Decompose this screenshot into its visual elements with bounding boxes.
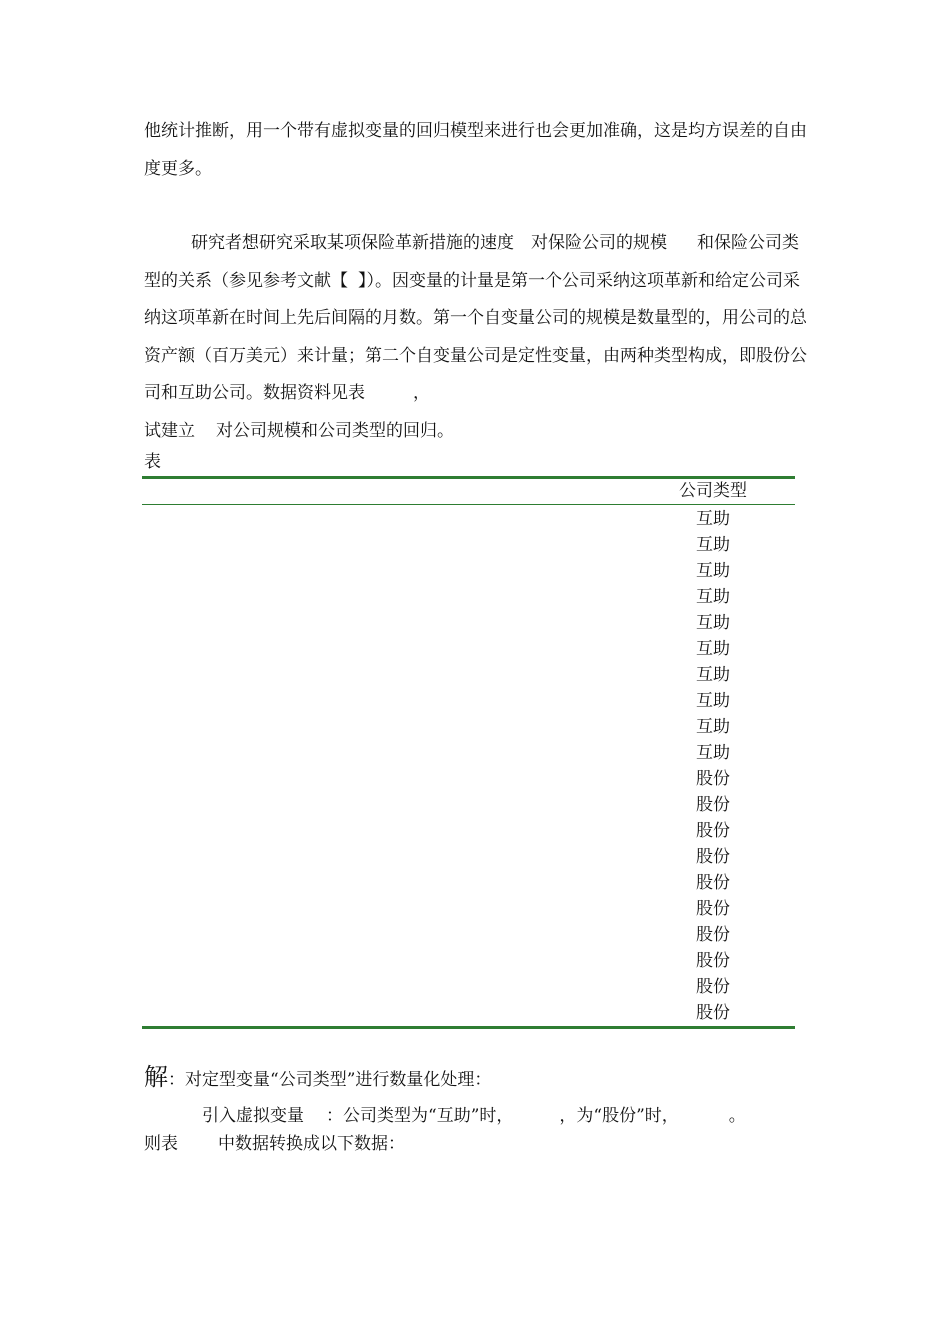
table-caption: 表 [144,452,161,472]
problem-text-7: 对公司规模和公司类型的回归。 [216,420,454,441]
problem-text-1: 研究者想研究采取某项保险革新措施的速度 [191,233,514,253]
table-bottom-rule [142,1026,795,1029]
table-cell-company-type: 股份 [696,847,730,867]
solution-heading [144,1062,491,1095]
table-cell-company-type: 互助 [696,665,730,685]
intro-text-1: 引入虚拟变量 [202,1106,304,1126]
problem-text-2: 对保险公司的规模 [531,233,667,253]
table-cell-company-type: 互助 [696,613,730,633]
table-cell-company-type: 股份 [696,977,730,997]
table-body [660,506,766,1026]
intro-text-6: 中数据转换成以下数据： [218,1134,405,1154]
problem-text-6: 试建立 [144,420,195,441]
table-cell-company-type: 股份 [696,899,730,919]
problem-text-4: 】）。因变量的计量是第一个公司采纳这项革新和给定公司采纳这项革新在时间上先后间隔的月数。第一个自变量公司的规模是数量型的，用公司的总资产额（百万美元）来计量；第二个自变量公司是定性变量，由两种类型构成，即股份公司和互助公司。数据资料见表 [144,270,807,403]
problem-paragraph [144,225,810,450]
table-cell-company-type: 互助 [696,587,730,607]
table-cell-company-type: 股份 [696,821,730,841]
table-cell-company-type: 股份 [696,769,730,789]
table-cell-company-type: 股份 [696,1003,730,1023]
table-cell-company-type: 互助 [696,743,730,763]
solution-text: ：对定型变量“公司类型”进行数量化处理： [168,1070,492,1090]
table-cell-company-type: 股份 [696,873,730,893]
table-cell-company-type: 股份 [696,951,730,971]
table-cell-company-type: 互助 [696,717,730,737]
paragraph-continuation: 他统计推断，用一个带有虚拟变量的回归模型来进行也会更加准确，这是均方误差的自由度更多。 [144,121,807,179]
table-cell-company-type: 互助 [696,691,730,711]
problem-text-3: 和保险公司类型的关系（参见参考文献【 [144,233,799,291]
table-cell-company-type: 互助 [696,639,730,659]
column-header-company-type: 公司类型 [679,481,747,501]
table-cell-company-type: 股份 [696,925,730,945]
table-header-rule [142,504,795,505]
problem-text-5: ， [413,383,430,403]
intro-text-2: ：公司类型为“互助”时， [326,1106,514,1126]
solution-label: 解 [144,1063,168,1091]
dummy-variable-intro [144,1102,810,1158]
table-cell-company-type: 股份 [696,795,730,815]
intro-text-3: ，为“股份”时， [559,1106,679,1126]
table-cell-company-type: 互助 [696,509,730,529]
intro-text-4: 。 [728,1106,746,1126]
intro-text-5: 则表 [144,1134,178,1154]
table-cell-company-type: 互助 [696,561,730,581]
table-cell-company-type: 互助 [696,535,730,555]
